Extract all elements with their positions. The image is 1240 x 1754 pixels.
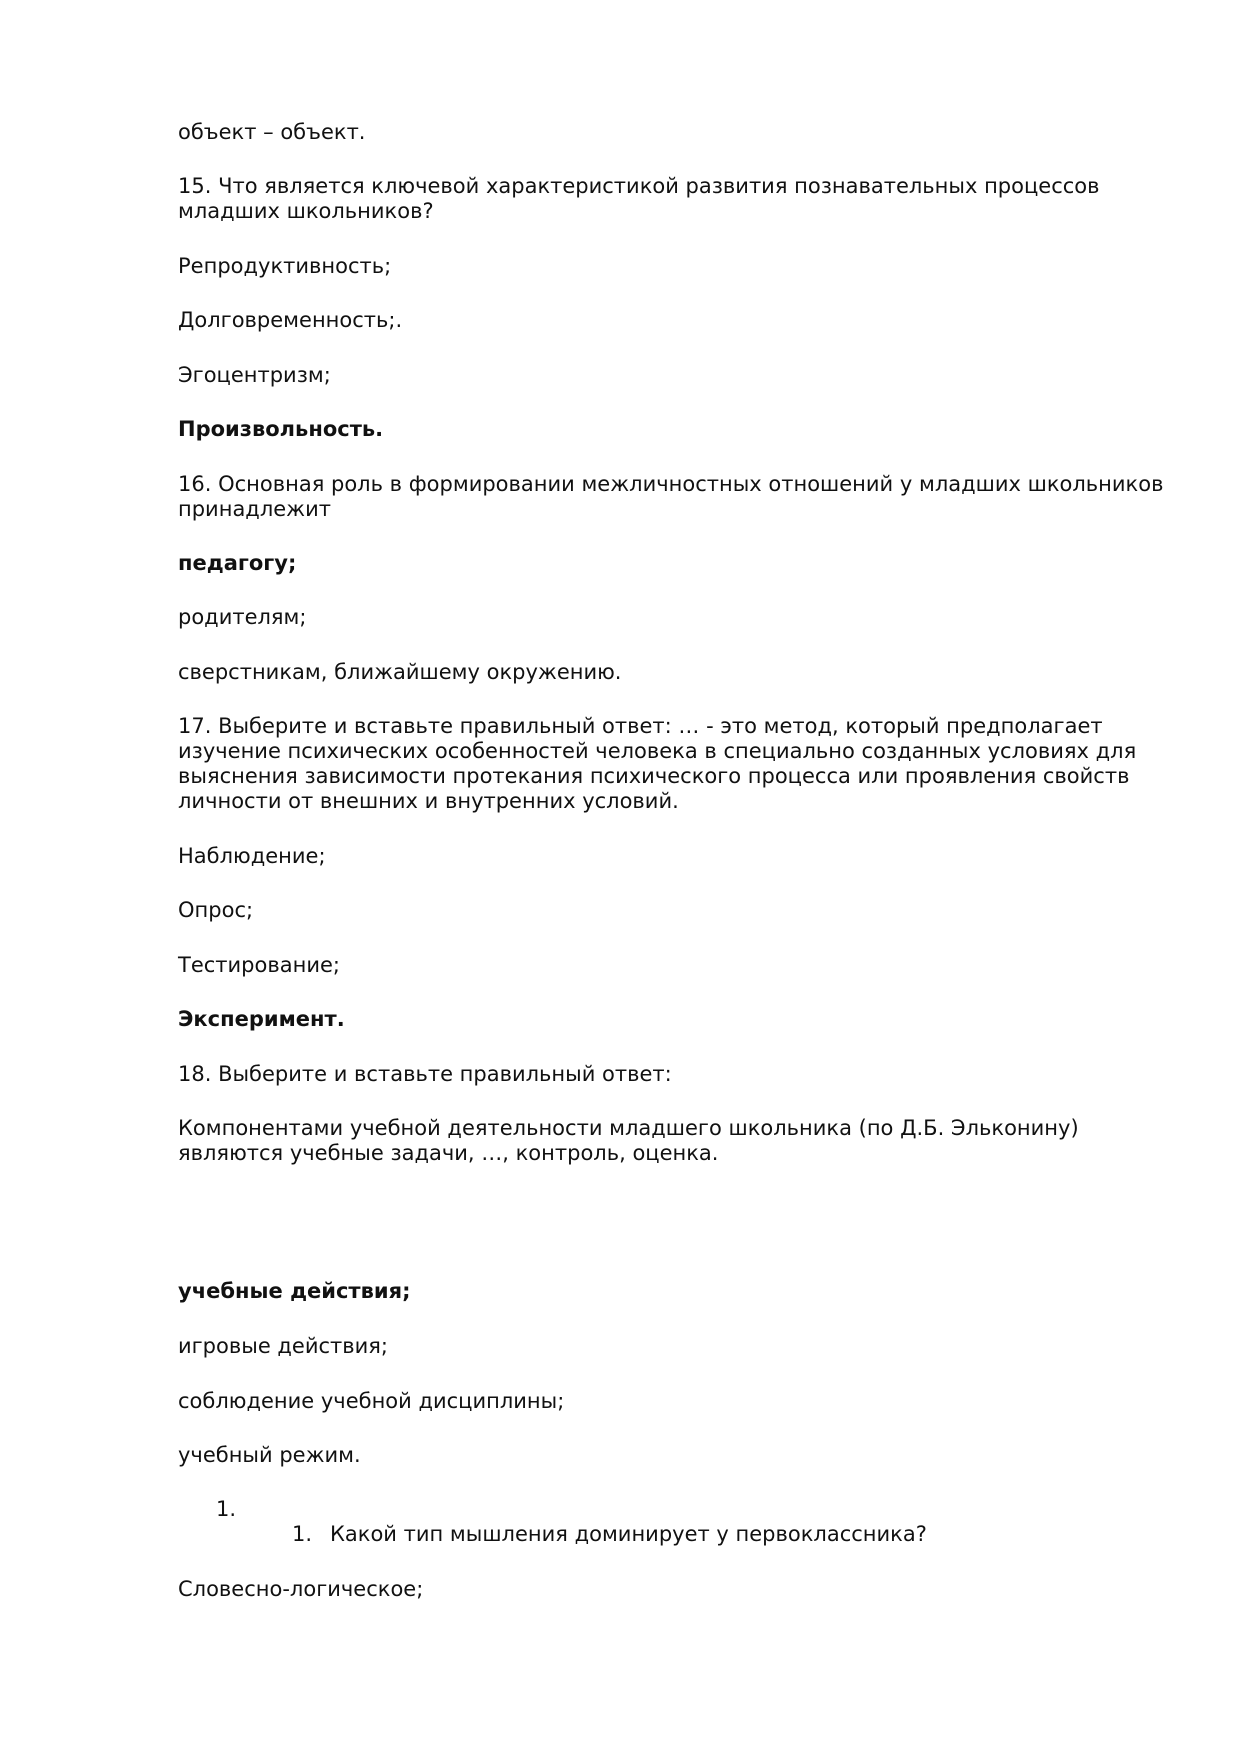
question-17-text: 17. Выберите и вставьте правильный ответ: … - это метод, который предполагает	[178, 714, 1103, 738]
question-18-text-cont: Компонентами учебной деятельности младшего школьника (по Д.Б. Эльконину)	[178, 1116, 1079, 1140]
answer-option: Опрос;	[178, 898, 254, 922]
answer-option: родителям;	[178, 605, 307, 629]
question-16-text: 16. Основная роль в формировании межличностных отношений у младших школьников	[178, 472, 1164, 496]
correct-answer-option: педагогу;	[178, 551, 297, 575]
answer-option: Репродуктивность;	[178, 254, 392, 278]
answer-option: игровые действия;	[178, 1334, 389, 1358]
answer-option: Эгоцентризм;	[178, 363, 331, 387]
answer-option: сверстникам, ближайшему окружению.	[178, 660, 622, 684]
question-17-text-cont: личности от внешних и внутренних условий.	[178, 789, 679, 813]
question-15-text: 15. Что является ключевой характеристикой развития познавательных процессов	[178, 174, 1100, 198]
question-15-text-cont: младших школьников?	[178, 199, 434, 223]
question-17-text-cont: изучение психических особенностей человека в специально созданных условиях для	[178, 739, 1137, 763]
question-18-text: 18. Выберите и вставьте правильный ответ:	[178, 1062, 672, 1086]
answer-option: Словесно-логическое;	[178, 1577, 424, 1601]
answer-option-text: объект – объект.	[178, 120, 366, 144]
question-16-text-cont: принадлежит	[178, 497, 331, 521]
answer-option: Тестирование;	[178, 953, 340, 977]
answer-option: соблюдение учебной дисциплины;	[178, 1389, 565, 1413]
question-19-text: Какой тип мышления доминирует у первоклассника?	[330, 1522, 927, 1546]
correct-answer-option: Произвольность.	[178, 417, 384, 441]
correct-answer-option: учебные действия;	[178, 1279, 411, 1303]
answer-option: Наблюдение;	[178, 844, 326, 868]
question-18-text-cont: являются учебные задачи, …, контроль, оценка.	[178, 1141, 719, 1165]
answer-option: учебный режим.	[178, 1443, 361, 1467]
question-17-text-cont: выяснения зависимости протекания психического процесса или проявления свойств	[178, 764, 1130, 788]
list-number: 1.	[216, 1497, 237, 1521]
nested-list-number: 1.	[292, 1522, 313, 1546]
correct-answer-option: Эксперимент.	[178, 1007, 345, 1031]
answer-option: Долговременность;.	[178, 308, 403, 332]
